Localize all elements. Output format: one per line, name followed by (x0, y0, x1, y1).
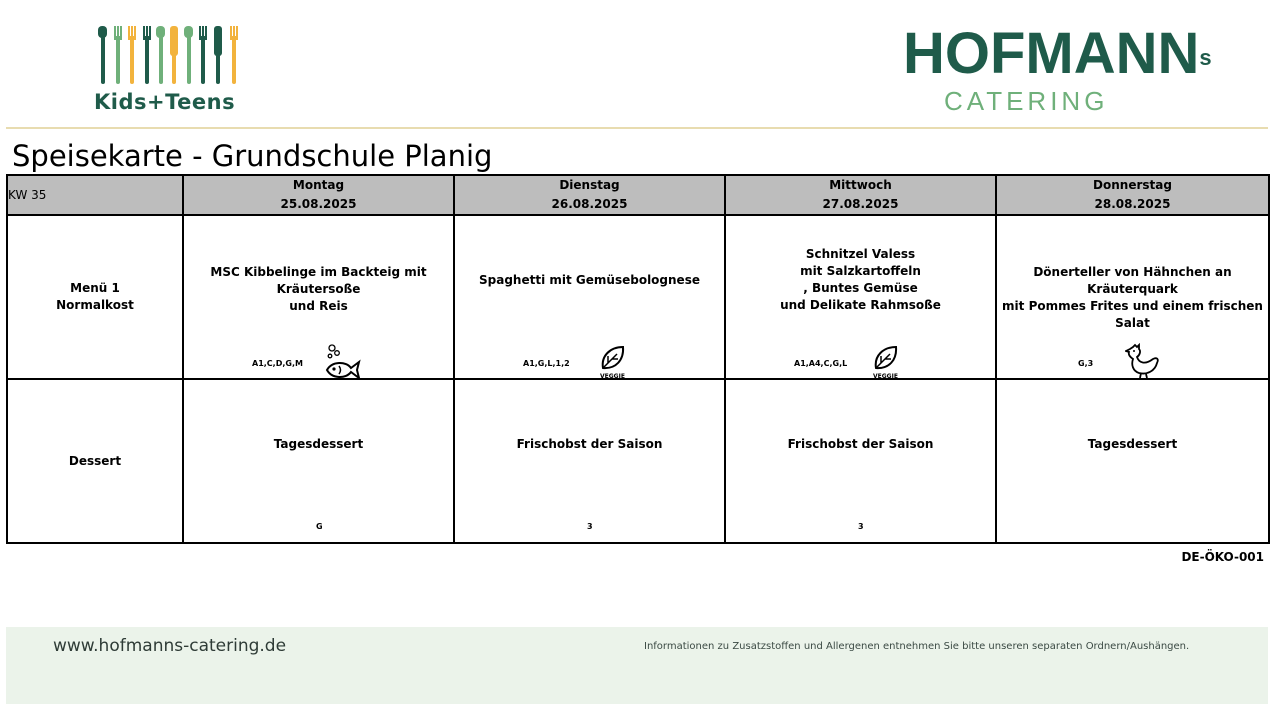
brand-name: HOFMANN$^s$ (903, 21, 1212, 86)
allergen-codes: 3 (858, 522, 864, 531)
dessert-tuesday (454, 379, 725, 543)
dish-text: Schnitzel Valess mit Salzkartoffeln , Buntes Gemüse und Delikate Rahmsoße (780, 247, 941, 312)
allergen-codes: A1,A4,C,G,L (794, 359, 848, 368)
day-header-tuesday: Dienstag 26.08.2025 (454, 175, 725, 215)
website-link[interactable]: www.hofmanns-catering.de (53, 636, 287, 656)
brand-superscript: s (1199, 45, 1212, 70)
menu-table (6, 174, 1270, 544)
allergen-info-note: Informationen zu Zusatzstoffen und Allergenen entnehmen Sie bitte unseren separaten Ordnern/Aushängen. (644, 641, 1190, 652)
menu1-thursday (996, 215, 1269, 379)
dessert-row (7, 379, 1269, 543)
chicken-icon (1125, 343, 1161, 379)
footer (6, 627, 1268, 704)
dish-text: Spaghetti mit Gemüsebolognese (479, 273, 700, 287)
menu1-tuesday (454, 215, 725, 379)
kids-teens-logo-text: Kids+Teens (94, 90, 236, 114)
day-header-monday: Montag 25.08.2025 (183, 175, 454, 215)
header-divider (6, 127, 1268, 129)
dish-text: Frischobst der Saison (516, 437, 663, 451)
dessert-thursday (996, 379, 1269, 543)
dessert-label: Dessert (7, 379, 183, 543)
dessert-monday (183, 379, 454, 543)
allergen-codes: A1,G,L,1,2 (523, 359, 570, 368)
allergen-codes: 3 (587, 522, 593, 531)
dish-text: MSC Kibbelinge im Backteig mit Kräutersoße und Reis (210, 265, 427, 313)
dessert-wednesday (725, 379, 996, 543)
menu1-label: Menü 1 Normalkost (7, 215, 183, 379)
allergen-codes: A1,C,D,G,M (252, 359, 303, 368)
brand-subtitle: CATERING (944, 86, 1109, 116)
hofmanns-catering-logo (903, 21, 1212, 117)
menu1-monday (183, 215, 454, 379)
menu1-wednesday (725, 215, 996, 379)
veggie-leaf-icon (598, 344, 628, 374)
dish-text: Frischobst der Saison (787, 437, 934, 451)
veggie-label: VEGGIE (873, 373, 898, 380)
organic-certification-code: DE-ÖKO-001 (1181, 550, 1264, 564)
allergen-codes: G,3 (1078, 359, 1094, 368)
fish-icon (324, 344, 362, 380)
veggie-leaf-icon (871, 344, 901, 374)
veggie-label: VEGGIE (600, 373, 625, 380)
dish-text: Dönerteller von Hähnchen an Kräuterquark mit Pommes Frites und einem frischen Salat (1002, 265, 1263, 330)
header-row (7, 175, 1269, 215)
allergen-codes: G (316, 522, 323, 531)
page-title: Speisekarte - Grundschule Planig (12, 139, 493, 173)
dish-text: Tagesdessert (1087, 437, 1178, 451)
week-label: KW 35 (7, 175, 183, 215)
dish-text: Tagesdessert (273, 437, 364, 451)
day-header-wednesday: Mittwoch 27.08.2025 (725, 175, 996, 215)
menu1-row (7, 215, 1269, 379)
day-header-thursday: Donnerstag 28.08.2025 (996, 175, 1269, 215)
